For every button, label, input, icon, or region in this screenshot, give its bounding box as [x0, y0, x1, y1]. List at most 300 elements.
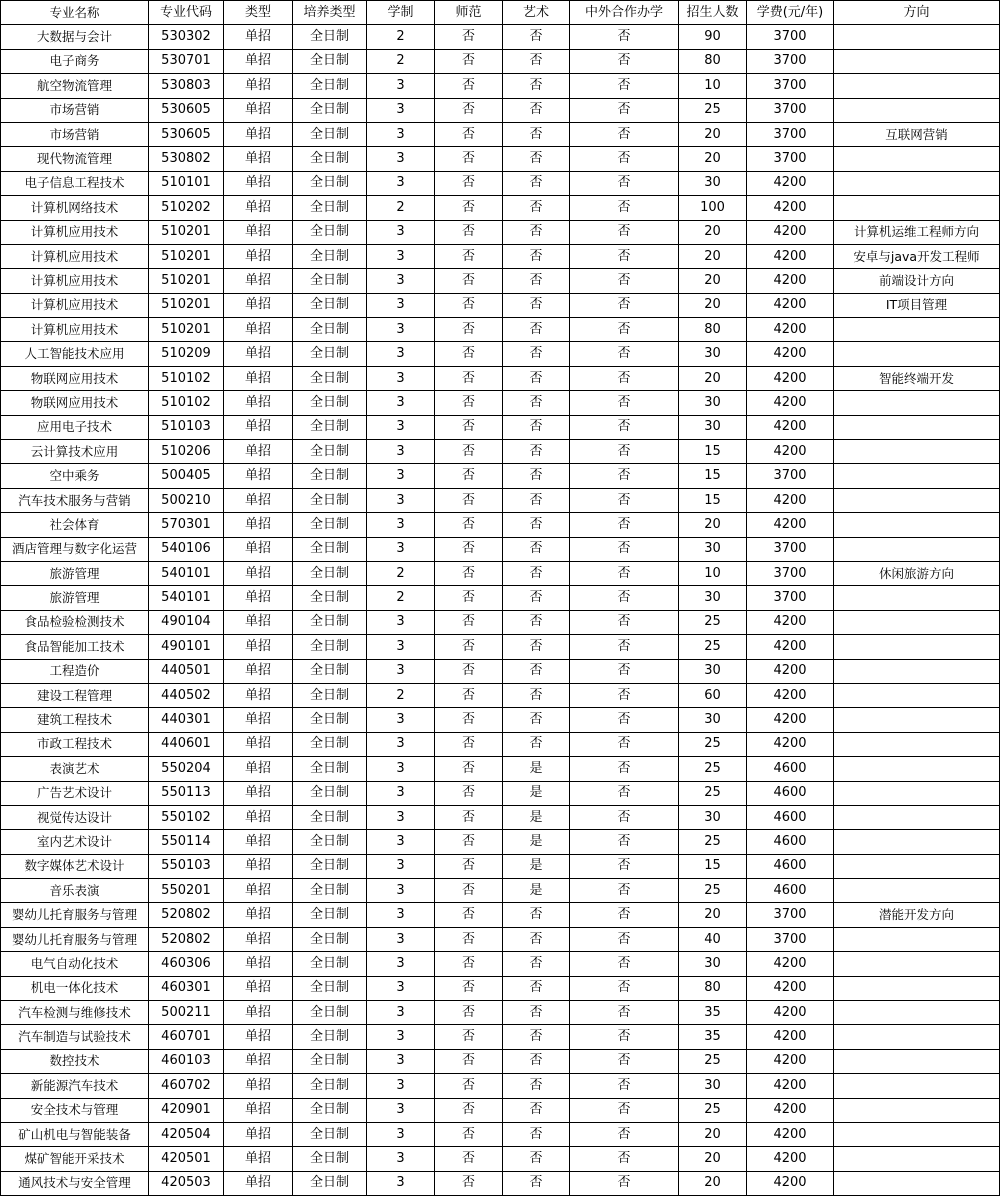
- table-row: [1, 147, 1000, 171]
- cell-direction: [834, 488, 1000, 512]
- cell-sino-foreign: 否: [570, 122, 679, 146]
- cell-enrollment-count: 20: [679, 1171, 747, 1195]
- cell-type: 单招: [224, 440, 293, 464]
- table-row: [1, 171, 1000, 195]
- cell-enrollment-count: 20: [679, 903, 747, 927]
- cell-training-type: 全日制: [293, 513, 367, 537]
- cell-type: 单招: [224, 488, 293, 512]
- cell-sino-foreign: 否: [570, 513, 679, 537]
- header-training-type: 培养类型: [293, 1, 367, 25]
- cell-type: 单招: [224, 1049, 293, 1073]
- cell-training-type: 全日制: [293, 635, 367, 659]
- cell-sino-foreign: 否: [570, 976, 679, 1000]
- cell-enrollment-count: 25: [679, 879, 747, 903]
- cell-teacher-training: 否: [435, 610, 503, 634]
- cell-teacher-training: 否: [435, 415, 503, 439]
- cell-training-type: 全日制: [293, 464, 367, 488]
- cell-major-code: 510206: [149, 440, 224, 464]
- cell-sino-foreign: 否: [570, 586, 679, 610]
- table-row: [1, 610, 1000, 634]
- cell-major-name: 人工智能技术应用: [1, 342, 149, 366]
- cell-sino-foreign: 否: [570, 25, 679, 49]
- cell-major-code: 510201: [149, 269, 224, 293]
- cell-major-name: 社会体育: [1, 513, 149, 537]
- table-row: [1, 586, 1000, 610]
- cell-sino-foreign: 否: [570, 708, 679, 732]
- cell-tuition: 4200: [747, 391, 834, 415]
- cell-art: 否: [503, 440, 570, 464]
- cell-sino-foreign: 否: [570, 49, 679, 73]
- cell-tuition: 4200: [747, 415, 834, 439]
- table-header: [1, 1, 1000, 25]
- cell-art: 否: [503, 25, 570, 49]
- cell-teacher-training: 否: [435, 122, 503, 146]
- cell-duration: 3: [367, 659, 435, 683]
- table-row: [1, 976, 1000, 1000]
- cell-art: 否: [503, 269, 570, 293]
- cell-tuition: 4200: [747, 220, 834, 244]
- cell-type: 单招: [224, 244, 293, 268]
- cell-sino-foreign: 否: [570, 318, 679, 342]
- cell-tuition: 4200: [747, 732, 834, 756]
- cell-sino-foreign: 否: [570, 342, 679, 366]
- table-row: [1, 1147, 1000, 1171]
- cell-direction: [834, 391, 1000, 415]
- table-row: [1, 1001, 1000, 1025]
- cell-major-code: 420503: [149, 1171, 224, 1195]
- cell-teacher-training: 否: [435, 366, 503, 390]
- cell-type: 单招: [224, 610, 293, 634]
- cell-type: 单招: [224, 1074, 293, 1098]
- cell-major-code: 460702: [149, 1074, 224, 1098]
- cell-major-code: 440601: [149, 732, 224, 756]
- cell-teacher-training: 否: [435, 440, 503, 464]
- cell-major-name: 电子信息工程技术: [1, 171, 149, 195]
- cell-teacher-training: 否: [435, 976, 503, 1000]
- cell-direction: [834, 1147, 1000, 1171]
- cell-sino-foreign: 否: [570, 610, 679, 634]
- cell-enrollment-count: 80: [679, 318, 747, 342]
- cell-direction: [834, 659, 1000, 683]
- cell-art: 否: [503, 1122, 570, 1146]
- cell-duration: 3: [367, 220, 435, 244]
- cell-major-name: 矿山机电与智能装备: [1, 1122, 149, 1146]
- cell-direction: [834, 342, 1000, 366]
- table-row: [1, 366, 1000, 390]
- cell-training-type: 全日制: [293, 1001, 367, 1025]
- cell-direction: [834, 635, 1000, 659]
- cell-sino-foreign: 否: [570, 537, 679, 561]
- cell-enrollment-count: 20: [679, 244, 747, 268]
- cell-duration: 3: [367, 440, 435, 464]
- cell-training-type: 全日制: [293, 708, 367, 732]
- cell-teacher-training: 否: [435, 586, 503, 610]
- cell-direction: [834, 586, 1000, 610]
- cell-major-name: 计算机应用技术: [1, 293, 149, 317]
- cell-type: 单招: [224, 98, 293, 122]
- cell-type: 单招: [224, 74, 293, 98]
- cell-teacher-training: 否: [435, 293, 503, 317]
- cell-art: 是: [503, 805, 570, 829]
- cell-art: 否: [503, 122, 570, 146]
- cell-tuition: 4200: [747, 1171, 834, 1195]
- cell-art: 否: [503, 659, 570, 683]
- cell-duration: 3: [367, 415, 435, 439]
- cell-major-name: 大数据与会计: [1, 25, 149, 49]
- cell-training-type: 全日制: [293, 1098, 367, 1122]
- cell-duration: 3: [367, 830, 435, 854]
- cell-enrollment-count: 30: [679, 171, 747, 195]
- header-type: 类型: [224, 1, 293, 25]
- cell-duration: 3: [367, 732, 435, 756]
- cell-enrollment-count: 30: [679, 1074, 747, 1098]
- cell-direction: [834, 440, 1000, 464]
- table-row: [1, 854, 1000, 878]
- header-art: 艺术: [503, 1, 570, 25]
- cell-tuition: 4200: [747, 683, 834, 707]
- cell-teacher-training: 否: [435, 903, 503, 927]
- cell-art: 否: [503, 1147, 570, 1171]
- cell-training-type: 全日制: [293, 269, 367, 293]
- cell-art: 否: [503, 244, 570, 268]
- cell-teacher-training: 否: [435, 147, 503, 171]
- cell-duration: 3: [367, 1074, 435, 1098]
- cell-type: 单招: [224, 879, 293, 903]
- cell-major-code: 530803: [149, 74, 224, 98]
- table-row: [1, 561, 1000, 585]
- cell-teacher-training: 否: [435, 732, 503, 756]
- table-row: [1, 391, 1000, 415]
- cell-direction: [834, 1171, 1000, 1195]
- cell-enrollment-count: 30: [679, 537, 747, 561]
- cell-teacher-training: 否: [435, 757, 503, 781]
- cell-direction: IT项目管理: [834, 293, 1000, 317]
- header-enrollment-count: 招生人数: [679, 1, 747, 25]
- cell-training-type: 全日制: [293, 147, 367, 171]
- cell-direction: [834, 854, 1000, 878]
- cell-teacher-training: 否: [435, 196, 503, 220]
- cell-sino-foreign: 否: [570, 415, 679, 439]
- cell-sino-foreign: 否: [570, 683, 679, 707]
- cell-major-code: 460701: [149, 1025, 224, 1049]
- cell-type: 单招: [224, 976, 293, 1000]
- cell-type: 单招: [224, 342, 293, 366]
- cell-direction: 潜能开发方向: [834, 903, 1000, 927]
- cell-duration: 3: [367, 318, 435, 342]
- cell-teacher-training: 否: [435, 683, 503, 707]
- table-row: [1, 757, 1000, 781]
- cell-training-type: 全日制: [293, 1147, 367, 1171]
- cell-art: 是: [503, 879, 570, 903]
- cell-type: 单招: [224, 708, 293, 732]
- cell-training-type: 全日制: [293, 415, 367, 439]
- cell-major-name: 汽车技术服务与营销: [1, 488, 149, 512]
- table-row: [1, 1049, 1000, 1073]
- cell-training-type: 全日制: [293, 196, 367, 220]
- cell-duration: 3: [367, 635, 435, 659]
- cell-enrollment-count: 25: [679, 830, 747, 854]
- cell-enrollment-count: 20: [679, 1122, 747, 1146]
- cell-sino-foreign: 否: [570, 854, 679, 878]
- cell-art: 是: [503, 757, 570, 781]
- cell-direction: [834, 976, 1000, 1000]
- cell-enrollment-count: 20: [679, 293, 747, 317]
- cell-type: 单招: [224, 415, 293, 439]
- cell-sino-foreign: 否: [570, 74, 679, 98]
- cell-art: 否: [503, 732, 570, 756]
- cell-training-type: 全日制: [293, 830, 367, 854]
- cell-art: 否: [503, 171, 570, 195]
- header-major-code: 专业代码: [149, 1, 224, 25]
- cell-major-code: 510201: [149, 220, 224, 244]
- cell-major-code: 420901: [149, 1098, 224, 1122]
- cell-teacher-training: 否: [435, 659, 503, 683]
- cell-major-name: 汽车制造与试验技术: [1, 1025, 149, 1049]
- cell-tuition: 4200: [747, 708, 834, 732]
- cell-teacher-training: 否: [435, 1049, 503, 1073]
- cell-training-type: 全日制: [293, 1171, 367, 1195]
- cell-direction: [834, 1074, 1000, 1098]
- cell-art: 否: [503, 391, 570, 415]
- cell-direction: [834, 171, 1000, 195]
- cell-training-type: 全日制: [293, 74, 367, 98]
- cell-duration: 3: [367, 1147, 435, 1171]
- cell-enrollment-count: 20: [679, 269, 747, 293]
- cell-duration: 3: [367, 927, 435, 951]
- cell-duration: 3: [367, 122, 435, 146]
- cell-duration: 3: [367, 952, 435, 976]
- cell-major-name: 物联网应用技术: [1, 366, 149, 390]
- cell-art: 否: [503, 952, 570, 976]
- cell-major-name: 旅游管理: [1, 561, 149, 585]
- cell-enrollment-count: 35: [679, 1001, 747, 1025]
- cell-teacher-training: 否: [435, 391, 503, 415]
- cell-teacher-training: 否: [435, 1025, 503, 1049]
- cell-direction: [834, 683, 1000, 707]
- cell-training-type: 全日制: [293, 98, 367, 122]
- cell-enrollment-count: 100: [679, 196, 747, 220]
- cell-enrollment-count: 35: [679, 1025, 747, 1049]
- cell-duration: 3: [367, 708, 435, 732]
- cell-art: 否: [503, 147, 570, 171]
- table-row: [1, 537, 1000, 561]
- cell-major-code: 550113: [149, 781, 224, 805]
- cell-enrollment-count: 25: [679, 1049, 747, 1073]
- cell-teacher-training: 否: [435, 537, 503, 561]
- cell-teacher-training: 否: [435, 49, 503, 73]
- cell-major-code: 510201: [149, 244, 224, 268]
- cell-major-code: 520802: [149, 903, 224, 927]
- cell-direction: [834, 830, 1000, 854]
- cell-major-code: 490104: [149, 610, 224, 634]
- cell-sino-foreign: 否: [570, 464, 679, 488]
- cell-enrollment-count: 40: [679, 927, 747, 951]
- cell-training-type: 全日制: [293, 1049, 367, 1073]
- cell-direction: [834, 927, 1000, 951]
- header-duration: 学制: [367, 1, 435, 25]
- cell-sino-foreign: 否: [570, 659, 679, 683]
- cell-training-type: 全日制: [293, 1025, 367, 1049]
- cell-major-code: 530701: [149, 49, 224, 73]
- cell-art: 否: [503, 49, 570, 73]
- table-body: [1, 25, 1000, 1196]
- cell-tuition: 3700: [747, 903, 834, 927]
- table-row: [1, 1122, 1000, 1146]
- cell-type: 单招: [224, 366, 293, 390]
- table-row: [1, 220, 1000, 244]
- cell-tuition: 4200: [747, 976, 834, 1000]
- cell-major-code: 530802: [149, 147, 224, 171]
- cell-major-name: 市政工程技术: [1, 732, 149, 756]
- cell-major-code: 460103: [149, 1049, 224, 1073]
- cell-enrollment-count: 30: [679, 342, 747, 366]
- cell-major-name: 空中乘务: [1, 464, 149, 488]
- cell-sino-foreign: 否: [570, 879, 679, 903]
- cell-training-type: 全日制: [293, 1122, 367, 1146]
- cell-teacher-training: 否: [435, 635, 503, 659]
- cell-tuition: 3700: [747, 586, 834, 610]
- cell-training-type: 全日制: [293, 805, 367, 829]
- cell-art: 否: [503, 708, 570, 732]
- cell-major-code: 440501: [149, 659, 224, 683]
- cell-major-name: 计算机应用技术: [1, 244, 149, 268]
- cell-major-name: 通风技术与安全管理: [1, 1171, 149, 1195]
- cell-type: 单招: [224, 854, 293, 878]
- cell-teacher-training: 否: [435, 98, 503, 122]
- cell-tuition: 3700: [747, 74, 834, 98]
- cell-sino-foreign: 否: [570, 781, 679, 805]
- cell-training-type: 全日制: [293, 1074, 367, 1098]
- cell-sino-foreign: 否: [570, 391, 679, 415]
- cell-major-code: 540101: [149, 561, 224, 585]
- cell-enrollment-count: 10: [679, 561, 747, 585]
- cell-tuition: 4200: [747, 513, 834, 537]
- cell-direction: 休闲旅游方向: [834, 561, 1000, 585]
- cell-major-name: 视觉传达设计: [1, 805, 149, 829]
- cell-major-code: 440502: [149, 683, 224, 707]
- cell-duration: 3: [367, 171, 435, 195]
- cell-major-name: 建筑工程技术: [1, 708, 149, 732]
- cell-direction: [834, 318, 1000, 342]
- table-row: [1, 293, 1000, 317]
- cell-training-type: 全日制: [293, 561, 367, 585]
- cell-art: 否: [503, 1171, 570, 1195]
- table-row: [1, 927, 1000, 951]
- table-row: [1, 49, 1000, 73]
- table-row: [1, 781, 1000, 805]
- cell-enrollment-count: 25: [679, 98, 747, 122]
- cell-tuition: 3700: [747, 147, 834, 171]
- cell-major-code: 530605: [149, 122, 224, 146]
- cell-direction: [834, 805, 1000, 829]
- cell-direction: [834, 732, 1000, 756]
- cell-major-name: 市场营销: [1, 122, 149, 146]
- cell-major-code: 550102: [149, 805, 224, 829]
- cell-sino-foreign: 否: [570, 1049, 679, 1073]
- cell-duration: 3: [367, 1171, 435, 1195]
- cell-art: 否: [503, 635, 570, 659]
- cell-type: 单招: [224, 683, 293, 707]
- table-row: [1, 488, 1000, 512]
- cell-type: 单招: [224, 561, 293, 585]
- cell-direction: 智能终端开发: [834, 366, 1000, 390]
- cell-type: 单招: [224, 1147, 293, 1171]
- cell-type: 单招: [224, 25, 293, 49]
- cell-teacher-training: 否: [435, 1098, 503, 1122]
- cell-major-name: 计算机应用技术: [1, 269, 149, 293]
- cell-type: 单招: [224, 1001, 293, 1025]
- cell-tuition: 4200: [747, 196, 834, 220]
- table-row: [1, 879, 1000, 903]
- cell-tuition: 4200: [747, 1001, 834, 1025]
- cell-duration: 3: [367, 366, 435, 390]
- cell-type: 单招: [224, 196, 293, 220]
- cell-teacher-training: 否: [435, 854, 503, 878]
- table-row: [1, 1025, 1000, 1049]
- cell-type: 单招: [224, 586, 293, 610]
- cell-art: 是: [503, 830, 570, 854]
- cell-major-code: 510103: [149, 415, 224, 439]
- cell-training-type: 全日制: [293, 537, 367, 561]
- cell-art: 否: [503, 488, 570, 512]
- cell-major-name: 机电一体化技术: [1, 976, 149, 1000]
- cell-major-name: 航空物流管理: [1, 74, 149, 98]
- cell-type: 单招: [224, 952, 293, 976]
- cell-enrollment-count: 25: [679, 781, 747, 805]
- cell-direction: [834, 74, 1000, 98]
- cell-duration: 3: [367, 903, 435, 927]
- cell-enrollment-count: 20: [679, 1147, 747, 1171]
- cell-art: 否: [503, 318, 570, 342]
- cell-duration: 3: [367, 879, 435, 903]
- cell-type: 单招: [224, 171, 293, 195]
- table-row: [1, 1098, 1000, 1122]
- cell-duration: 3: [367, 1049, 435, 1073]
- table-row: [1, 122, 1000, 146]
- cell-tuition: 3700: [747, 561, 834, 585]
- cell-tuition: 4200: [747, 610, 834, 634]
- cell-type: 单招: [224, 903, 293, 927]
- cell-major-code: 570301: [149, 513, 224, 537]
- cell-art: 否: [503, 98, 570, 122]
- cell-art: 否: [503, 415, 570, 439]
- cell-tuition: 3700: [747, 49, 834, 73]
- cell-major-name: 工程造价: [1, 659, 149, 683]
- cell-training-type: 全日制: [293, 49, 367, 73]
- cell-teacher-training: 否: [435, 805, 503, 829]
- cell-major-code: 510202: [149, 196, 224, 220]
- cell-direction: [834, 1122, 1000, 1146]
- cell-art: 是: [503, 854, 570, 878]
- cell-training-type: 全日制: [293, 854, 367, 878]
- cell-major-code: 510201: [149, 293, 224, 317]
- cell-tuition: 3700: [747, 25, 834, 49]
- table-row: [1, 25, 1000, 49]
- cell-major-name: 物联网应用技术: [1, 391, 149, 415]
- cell-major-name: 建设工程管理: [1, 683, 149, 707]
- cell-duration: 3: [367, 488, 435, 512]
- cell-duration: 3: [367, 391, 435, 415]
- cell-type: 单招: [224, 318, 293, 342]
- cell-duration: 3: [367, 293, 435, 317]
- cell-art: 否: [503, 293, 570, 317]
- cell-teacher-training: 否: [435, 74, 503, 98]
- cell-tuition: 4200: [747, 244, 834, 268]
- header-row: [1, 1, 1000, 25]
- cell-art: 否: [503, 464, 570, 488]
- cell-teacher-training: 否: [435, 244, 503, 268]
- cell-type: 单招: [224, 220, 293, 244]
